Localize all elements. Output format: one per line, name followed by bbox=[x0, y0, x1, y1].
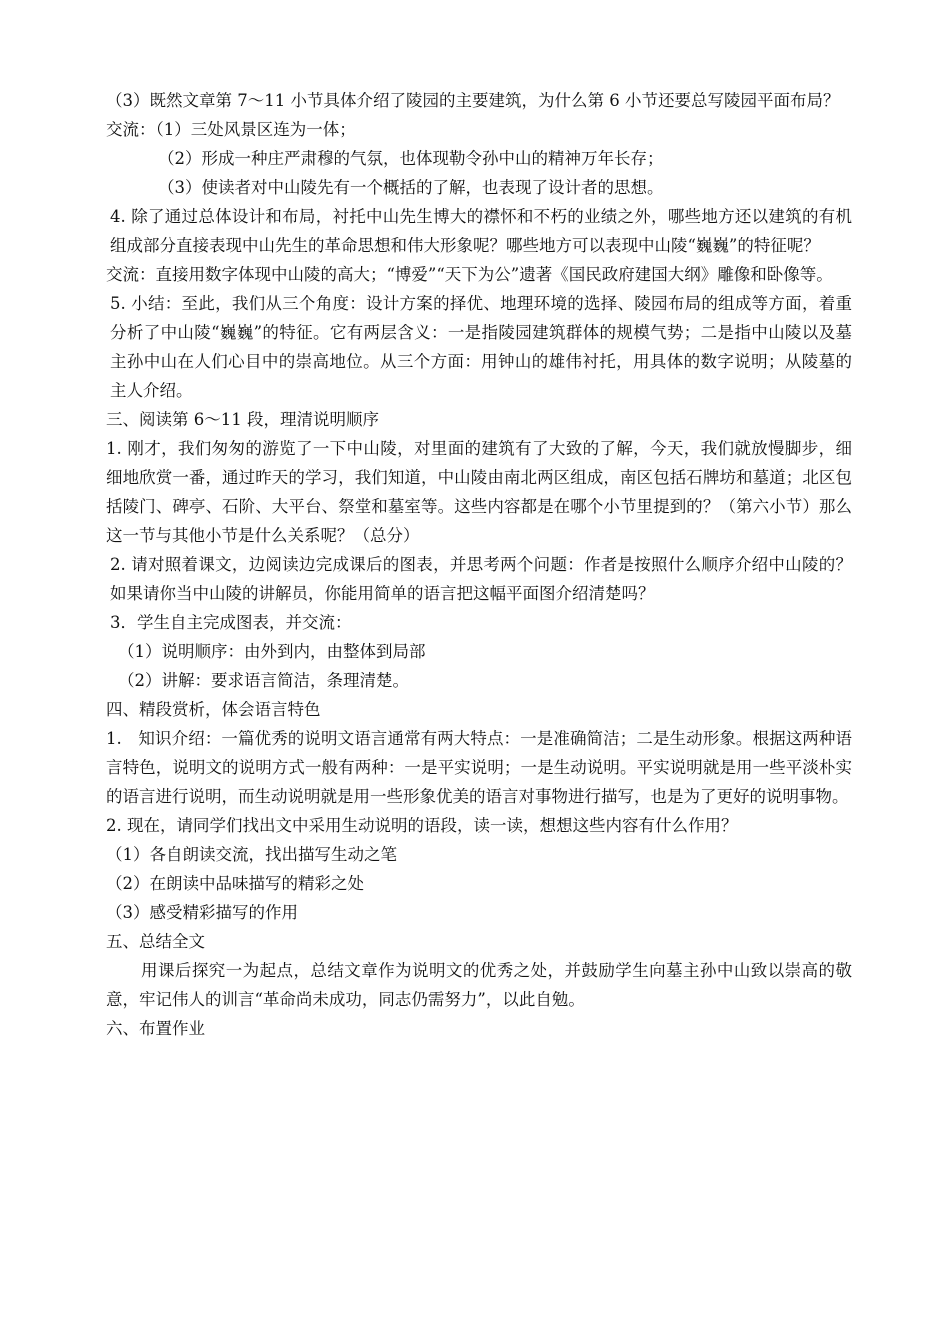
answer-line-1: 交流：（1）三处风景区连为一体； bbox=[106, 120, 356, 139]
summary-5-paragraph: 5. 小结：至此，我们从三个角度：设计方案的择优、地理环境的选择、陵园布局的组成等方面，着重分析了中山陵“巍巍”的特征。它有两层含义：一是指陵园建筑群体的规模气势；二是指中山陵以及墓主孙中山在人们心目中的崇高地位。从三个方面：用钟山的雄伟衬托，用具体的数字说明；从陵墓的主人介绍。 bbox=[110, 294, 852, 400]
section-5-heading: 五、总结全文 bbox=[106, 932, 205, 951]
section-4-sub-1: （1）各自朗读交流，找出描写生动之笔 bbox=[106, 845, 397, 864]
section-4-heading: 四、精段赏析，体会语言特色 bbox=[106, 700, 321, 719]
question-3-paragraph: （3）既然文章第 7～11 小节具体介绍了陵园的主要建筑，为什么第 6 小节还要总写陵园平面布局？ bbox=[106, 91, 840, 110]
section-6-heading: 六、布置作业 bbox=[106, 1019, 205, 1038]
section-4-sub-3: （3）感受精彩描写的作用 bbox=[106, 903, 298, 922]
section-3-sub-1: （1）说明顺序：由外到内，由整体到局部 bbox=[118, 642, 426, 661]
section-3-item-1: 1. 刚才，我们匆匆的游览了一下中山陵，对里面的建筑有了大致的了解，今天，我们就放慢脚步，细细地欣赏一番，通过昨天的学习，我们知道，中山陵由南北两区组成，南区包括石牌坊和墓道；北区包括陵门、碑亭、石阶、大平台、祭堂和墓室等。这些内容都是在哪个小节里提到的？（第六小节）那么这一节与其他小节是什么关系呢？（总分） bbox=[106, 439, 852, 545]
section-3-heading: 三、阅读第 6～11 段，理清说明顺序 bbox=[106, 410, 379, 429]
answer-line-3: （3）使读者对中山陵先有一个概括的了解，也表现了设计者的思想。 bbox=[158, 178, 664, 197]
section-4-item-1: 1. 知识介绍：一篇优秀的说明文语言通常有两大特点：一是准确简洁；二是生动形象。根据这两种语言特色，说明文的说明方式一般有两种：一是平实说明；一是生动说明。平实说明就是用一些平淡朴实的语言进行说明，而生动说明就是用一些形象优美的语言对事物进行描写，也是为了更好的说明事物。 bbox=[106, 729, 852, 806]
section-4-sub-2: （2）在朗读中品味描写的精彩之处 bbox=[106, 874, 364, 893]
section-3-item-2: 2. 请对照着课文，边阅读边完成课后的图表，并思考两个问题：作者是按照什么顺序介绍中山陵的？如果请你当中山陵的讲解员，你能用简单的语言把这幅平面图介绍清楚吗？ bbox=[110, 555, 852, 603]
answer-4-paragraph: 交流：直接用数字体现中山陵的高大；“博爱”“天下为公”遗著《国民政府建国大纲》雕像和卧像等。 bbox=[106, 265, 833, 284]
question-4-paragraph: 4. 除了通过总体设计和布局，衬托中山先生博大的襟怀和不朽的业绩之外，哪些地方还以建筑的有机组成部分直接表现中山先生的革命思想和伟大形象呢？哪些地方可以表现中山陵“巍巍”的特征呢？ bbox=[110, 207, 852, 255]
section-3-sub-2: （2）讲解：要求语言简洁，条理清楚。 bbox=[118, 671, 409, 690]
section-4-item-2: 2. 现在，请同学们找出文中采用生动说明的语段，读一读，想想这些内容有什么作用？ bbox=[106, 816, 738, 835]
answer-line-2: （2）形成一种庄严肃穆的气氛，也体现勒令孙中山的精神万年长存； bbox=[158, 149, 664, 168]
section-5-paragraph: 用课后探究一为起点，总结文章作为说明文的优秀之处，并鼓励学生向墓主孙中山致以崇高的敬意，牢记伟人的训言“革命尚未成功，同志仍需努力”，以此自勉。 bbox=[106, 961, 852, 1009]
document-body bbox=[106, 86, 852, 1043]
section-3-item-3: 3．学生自主完成图表，并交流： bbox=[110, 613, 352, 632]
